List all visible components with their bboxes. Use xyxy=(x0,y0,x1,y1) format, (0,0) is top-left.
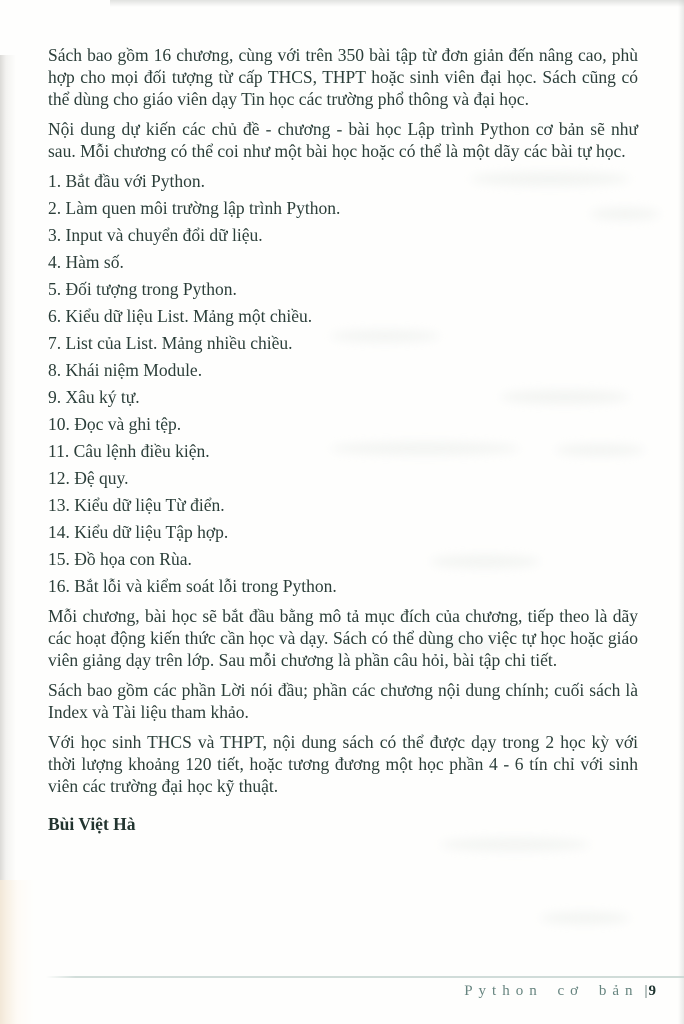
chapter-list-item-3: 3. Input và chuyển đổi dữ liệu. xyxy=(48,225,263,245)
chapter-list-item-13: 13. Kiểu dữ liệu Từ điển. xyxy=(48,495,225,515)
chapter-list-item-9: 9. Xâu ký tự. xyxy=(48,387,140,407)
chapter-list-item-5: 5. Đối tượng trong Python. xyxy=(48,279,237,299)
footer-page-number: 9 xyxy=(648,983,656,999)
scan-noise-blob xyxy=(540,912,630,924)
footer-divider xyxy=(46,976,684,978)
chapter-list-item-6: 6. Kiểu dữ liệu List. Mảng một chiều. xyxy=(48,306,313,326)
paragraph-intro: Sách bao gồm 16 chương, cùng với trên 350 bài tập từ đơn giản đến nâng cao, phù hợp cho mọi đối tượng từ cấp THCS, THPT hoặc sinh viên đại học. Sách cũng có thể dùng cho giáo viên dạy Tin học các trường phổ thông và đại học. xyxy=(48,45,638,109)
page-content xyxy=(48,44,638,835)
scan-edge-top-shadow xyxy=(110,0,684,7)
chapter-list-item-10: 10. Đọc và ghi tệp. xyxy=(48,414,182,434)
scan-edge-warm-tint xyxy=(0,880,34,1024)
chapter-list-item-14: 14. Kiểu dữ liệu Tập hợp. xyxy=(48,522,229,542)
chapter-list-item-16: 16. Bắt lỗi và kiểm soát lỗi trong Python. xyxy=(48,576,337,596)
footer-separator: | xyxy=(644,983,649,999)
author-name: Bùi Việt Hà xyxy=(48,814,136,834)
chapter-list-item-7: 7. List của List. Mảng nhiều chiều. xyxy=(48,333,293,353)
chapter-list-item-4: 4. Hàm số. xyxy=(48,252,124,272)
footer-book-title: Python cơ bản xyxy=(464,983,639,999)
chapter-list-item-12: 12. Đệ quy. xyxy=(48,468,129,488)
scan-edge-left-shadow xyxy=(0,55,16,1024)
paragraph-parts: Sách bao gồm các phần Lời nói đầu; phần các chương nội dung chính; cuối sách là Index và Tài liệu tham khảo. xyxy=(48,680,638,722)
scan-edge-right-shadow xyxy=(678,0,684,1024)
paragraph-overview: Nội dung dự kiến các chủ đề - chương - bài học Lập trình Python cơ bản sẽ như sau. Mỗi chương có thể coi như một bài học hoặc có thể là một dãy các bài tự học. xyxy=(48,119,638,161)
chapter-list-item-2: 2. Làm quen môi trường lập trình Python. xyxy=(48,198,341,218)
chapter-list-item-15: 15. Đồ họa con Rùa. xyxy=(48,549,192,569)
chapter-list-item-8: 8. Khái niệm Module. xyxy=(48,360,203,380)
footer-text xyxy=(0,980,684,1002)
chapter-list-item-1: 1. Bắt đầu với Python. xyxy=(48,171,206,191)
page-footer xyxy=(0,976,684,1002)
scan-noise-blob xyxy=(440,838,590,851)
chapter-list-item-11: 11. Câu lệnh điều kiện. xyxy=(48,441,210,461)
paragraph-structure: Mỗi chương, bài học sẽ bắt đầu bằng mô tả mục đích của chương, tiếp theo là dãy các hoạt động kiến thức cần học và dạy. Sách có thể dùng cho việc tự học hoặc giáo viên giảng dạy trên lớp. Sau mỗi chương là phần câu hỏi, bài tập chi tiết. xyxy=(48,606,638,670)
paragraph-audience: Với học sinh THCS và THPT, nội dung sách có thể được dạy trong 2 học kỳ với thời lượng khoảng 120 tiết, hoặc tương đương một học phần 4 - 6 tín chỉ với sinh viên các trường đại học kỹ thuật. xyxy=(48,732,638,796)
